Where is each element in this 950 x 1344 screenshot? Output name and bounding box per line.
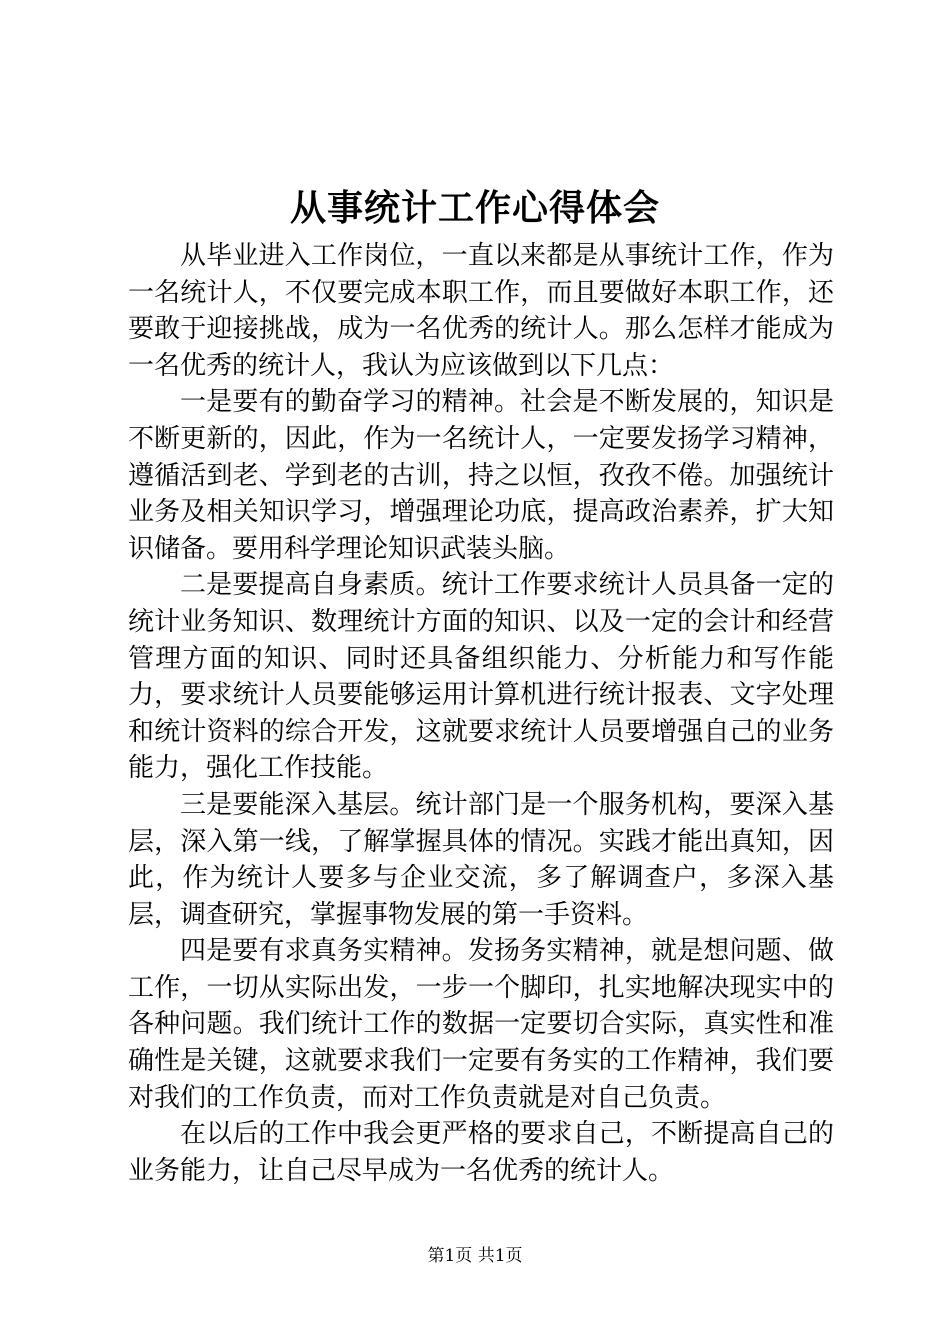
page-title: 从事统计工作心得体会 bbox=[289, 187, 660, 229]
paragraph-point-2: 二是要提高自身素质。统计工作要求统计人员具备一定的统计业务知识、数理统计方面的知识、以及一定的会计和经营管理方面的知识、同时还具备组织能力、分析能力和写作能力，要求统计人员要能够运用计算机进行统计报表、文字处理和统计资料的综合开发，这就要求统计人员要增强自己的业务能力，强化工作技能。 bbox=[128, 570, 834, 784]
paragraph-point-4: 四是要有求真务实精神。发扬务实精神，就是想问题、做工作，一切从实际出发，一步一个脚印，扎实地解决现实中的各种问题。我们统计工作的数据一定要切合实际，真实性和准确性是关键，这就要求我们一定要有务实的工作精神，我们要对我们的工作负责，而对工作负责就是对自己负责。 bbox=[128, 936, 834, 1113]
paragraph-conclusion: 在以后的工作中我会更严格的要求自己，不断提高自己的业务能力，让自己尽早成为一名优秀的统计人。 bbox=[128, 1119, 834, 1186]
paragraph-intro: 从毕业进入工作岗位，一直以来都是从事统计工作，作为一名统计人，不仅要完成本职工作，而且要做好本职工作，还要敢于迎接挑战，成为一名优秀的统计人。那么怎样才能成为一名优秀的统计人，我认为应该做到以下几点： bbox=[128, 241, 834, 381]
document-body bbox=[128, 238, 834, 1189]
paragraph-point-3: 三是要能深入基层。统计部门是一个服务机构，要深入基层，深入第一线，了解掌握具体的情况。实践才能出真知，因此，作为统计人要多与企业交流，多了解调查户，多深入基层，调查研究，掌握事物发展的第一手资料。 bbox=[128, 789, 834, 930]
paragraph-point-1: 一是要有的勤奋学习的精神。社会是不断发展的，知识是不断更新的，因此，作为一名统计人，一定要发扬学习精神，遵循活到老、学到老的古训，持之以恒，孜孜不倦。加强统计业务及相关知识学习，增强理论功底，提高政治素养，扩大知识储备。要用科学理论知识武装头脑。 bbox=[128, 387, 834, 564]
page-number-footer: 第1页 共1页 bbox=[427, 1246, 523, 1266]
